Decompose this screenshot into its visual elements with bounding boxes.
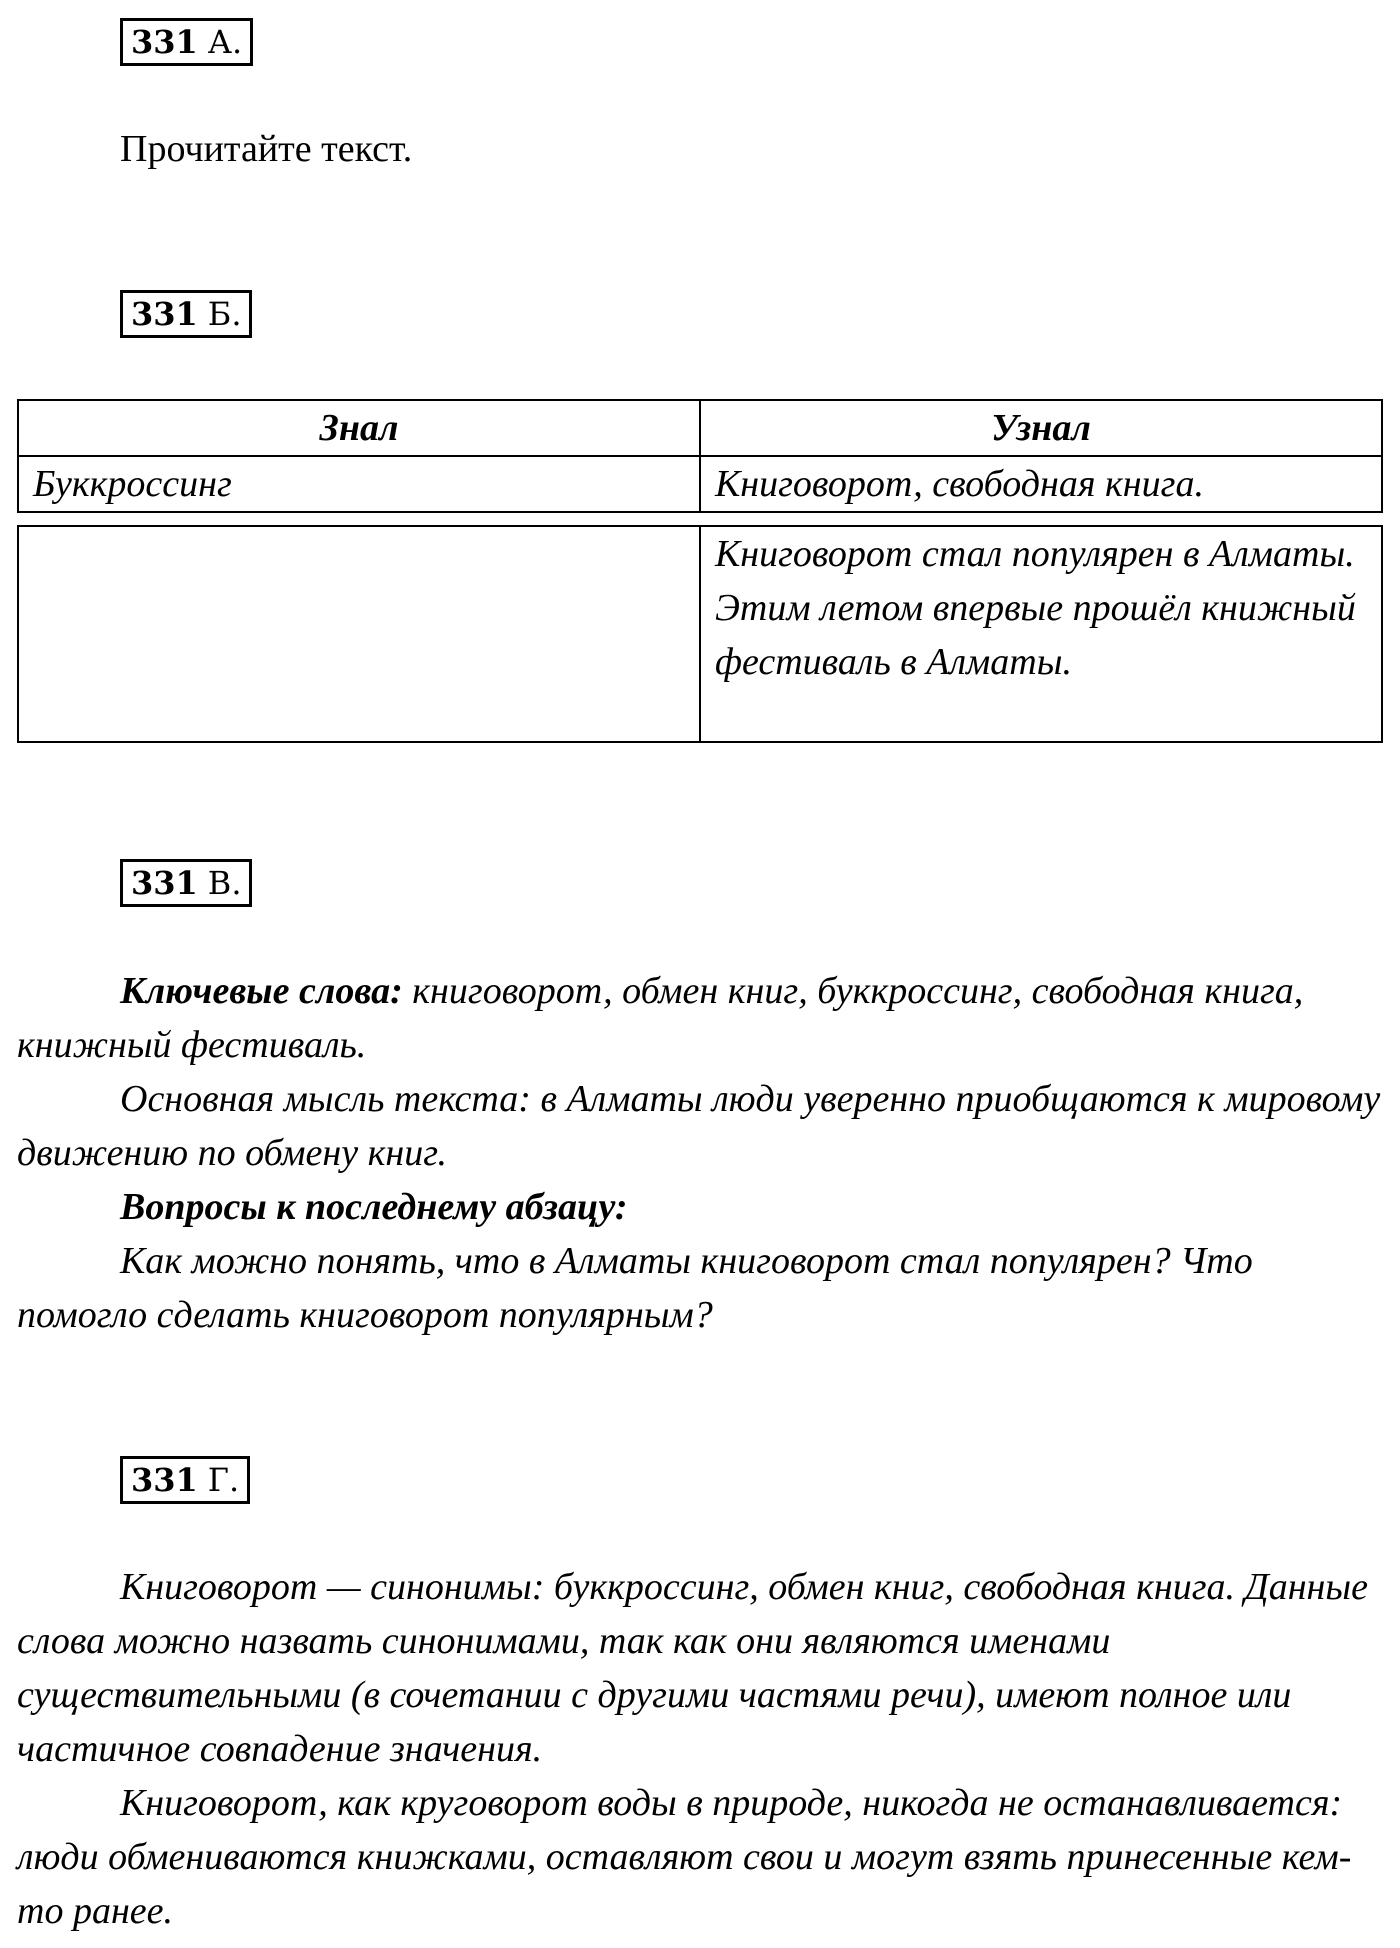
table-cell	[18, 526, 700, 742]
section-label-331a	[120, 18, 253, 66]
section-number: 331	[131, 864, 198, 902]
section-label-331g	[120, 1456, 250, 1504]
section-label-331b	[120, 290, 252, 338]
table-header-knew: Знал	[18, 400, 700, 456]
questions-paragraph: Как можно понять, что в Алматы книговорот стал популярен? Что помогло сделать книговорот популярным?	[17, 1240, 1253, 1336]
section-v-body	[17, 964, 1387, 1342]
questions-label-paragraph	[17, 1180, 1387, 1234]
table-cell-line: Этим летом впервые прошёл книжный фестиваль в Алматы.	[715, 587, 1356, 683]
section-letter: Г.	[207, 1461, 240, 1499]
section-label-331v	[120, 859, 252, 907]
section-number: 331	[131, 23, 198, 61]
questions-label: Вопросы к последнему абзацу:	[120, 1186, 628, 1228]
section-letter: В.	[207, 864, 242, 902]
main-idea-paragraph: Основная мысль текста: в Алматы люди уверенно приобщаются к мировому движению по обмену книг.	[17, 1078, 1381, 1174]
table-cell: Книговорот, свободная книга.	[700, 456, 1382, 512]
section-letter: Б.	[207, 295, 242, 333]
table-header-learned: Узнал	[700, 400, 1382, 456]
knew-learned-table-continued	[17, 525, 1383, 743]
table-cell: Буккроссинг	[18, 456, 700, 512]
section-letter: А.	[207, 23, 243, 61]
section-number: 331	[131, 295, 198, 333]
table-cell-line: Книговорот стал популярен в Алматы.	[715, 533, 1355, 575]
table-row	[18, 526, 1382, 742]
section-g-body	[17, 1560, 1387, 1938]
table-row	[18, 456, 1382, 512]
keywords-text: книговорот, обмен книг, буккроссинг, свободная книга, книжный фестиваль.	[17, 970, 1304, 1066]
table-cell	[700, 526, 1382, 742]
keywords-label: Ключевые слова:	[120, 970, 403, 1012]
keywords-paragraph	[17, 964, 1387, 1072]
table-header-row	[18, 400, 1382, 456]
bookcrossing-paragraph: Книговорот, как круговорот воды в природе, никогда не останавливается: люди обмениваются книжками, оставляют свои и могут взять принесенные кем-то ранее.	[17, 1782, 1352, 1932]
knew-learned-table	[17, 399, 1383, 513]
section-number: 331	[131, 1461, 198, 1499]
instruction-text: Прочитайте текст.	[120, 128, 413, 170]
synonyms-paragraph: Книговорот — синонимы: буккроссинг, обмен книг, свободная книга. Данные слова можно назвать синонимами, так как они являются именами существительными (в сочетании с другими частями речи), имеют полное или частичное совпадение значения.	[17, 1566, 1369, 1770]
